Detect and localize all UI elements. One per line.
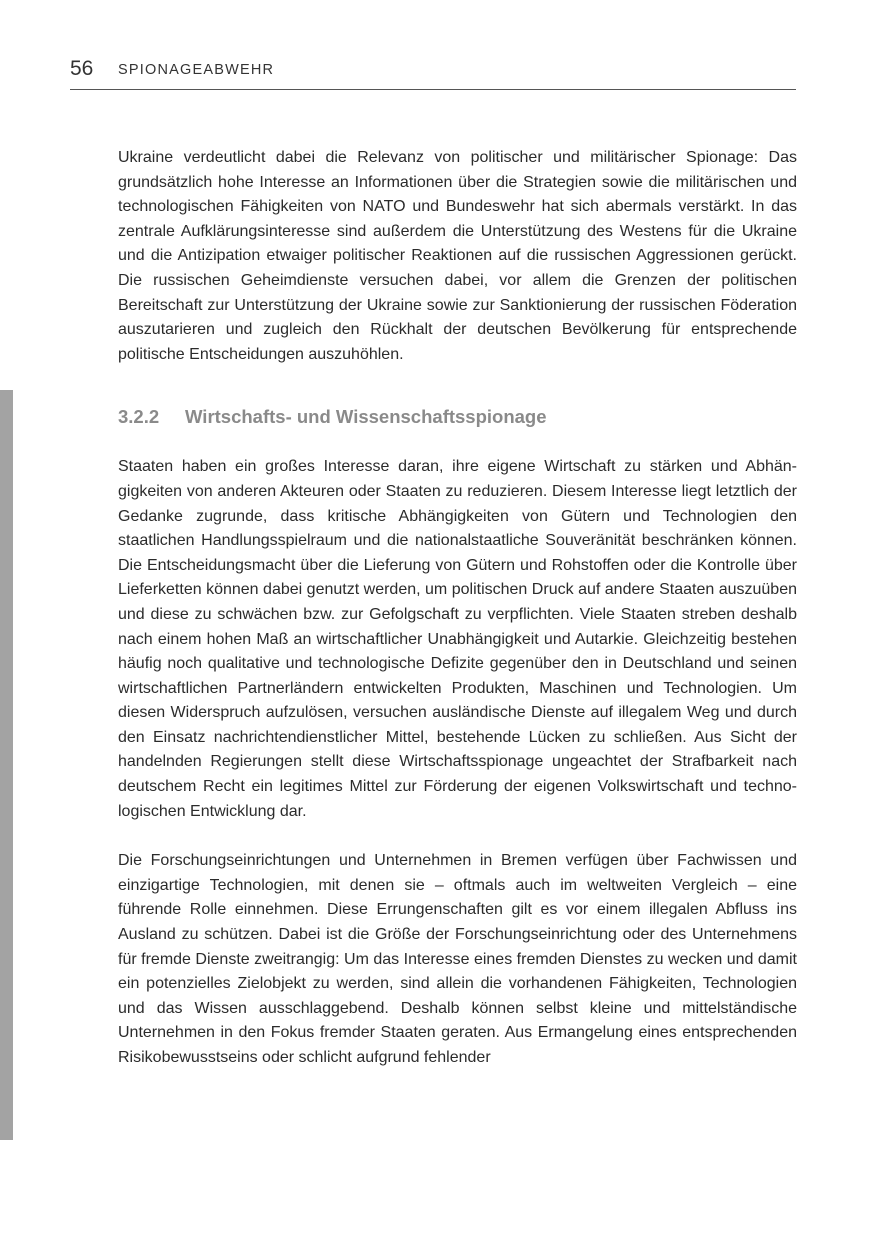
page-number: 56 [70,57,94,80]
section-title: Wirtschafts- und Wissenschaftsspionage [185,406,547,428]
running-head [70,56,796,90]
paragraph-bremen-research: Die Forschungseinrichtungen und Unternehmen in Bremen verfügen über Fachwissen und einzigartige Technologien, mit denen sie – oftmals auch im weltweiten Vergleich – eine führende Rolle einnehmen. Diese Errungenschaften gilt es vor einem illegalen Abfluss ins Ausland zu schützen. Dabei ist die Größe der Forschungseinrichtung oder des Unternehmens für fremde Dienste zweitrangig: Um das Interesse eines fremden Dienstes zu wecken und damit ein potenzielles Zielobjekt zu werden, sind allein die vorhandenen Fähigkeiten, Technologien und das Wissen ausschlaggebend. Deshalb können selbst kleine und mittelständische Unternehmen in den Fokus fremder Staaten geraten. Aus Ermangelung eines entsprechenden Risikobewusstseins oder schlicht aufgrund fehlender [118,852,797,1066]
side-thumb-bar [0,390,13,1140]
page-body [118,146,797,1071]
section-heading [118,405,797,455]
paragraph-economic-espionage: Staaten haben ein großes Interesse daran, ihre eigene Wirtschaft zu stärken und Abhängigkeiten von anderen Akteuren oder Staaten zu reduzieren. Diesem Interesse liegt letztlich der Gedanke zugrunde, dass kritische Abhängigkeiten von Gütern und Technologien den staatlichen Handlungsspielraum und die nationalstaatliche Souveränität beschränken können. Die Entscheidungsmacht über die Lieferung von Gütern und Rohstoffen oder die Kontrolle über Lieferketten können dabei genutzt werden, um politischen Druck auf andere Staaten auszuüben und diese zu schwächen bzw. zur Gefolgschaft zu verpflichten. Viele Staaten streben deshalb nach einem hohen Maß an wirtschaftlicher Unabhängigkeit und Autarkie. Gleichzeitig bestehen häufig noch qualitative und technologische Defizite gegenüber den in Deutschland und seinen wirtschaftlichen Partnerländern entwickelten Produkten, Maschinen und Technologien. Um diesen Widerspruch aufzulösen, versuchen ausländische Dienste auf illegalem Weg und durch den Einsatz nachrichtendienstlicher Mittel, bestehende Lücken zu schließen. Aus Sicht der handelnden Regierungen stellt diese Wirtschaftsspionage ungeachtet der Strafbarkeit nach deutschem Recht ein legitimes Mittel zur Förderung der eigenen Volkswirtschaft und technologischen Entwicklung dar. [118,458,797,820]
intro-paragraph: Ukraine verdeutlicht dabei die Relevanz von politischer und militärischer Spionage: Das grundsätzlich hohe Interesse an Informationen über die Strategien sowie die militärischen und technologischen Fähigkeiten von NATO und Bundeswehr hat sich abermals verstärkt. In das zentrale Aufklärungsinteresse sind außerdem die Unterstützung des Westens für die Ukraine und die Antizipation etwaiger politischer Reaktionen auf die russischen Aggressionen gerückt. Die russischen Geheimdienste versuchen dabei, vor allem die Grenzen der politischen Bereitschaft zur Unterstützung der Ukraine sowie zur Sanktionierung der russischen Föderation auszutarieren und zugleich den Rückhalt der deutschen Bevölkerung für entsprechende politische Entscheidungen auszuhöhlen. [118,149,797,363]
chapter-title: SPIONAGEABWEHR [118,62,275,78]
section-number: 3.2.2 [118,406,160,428]
